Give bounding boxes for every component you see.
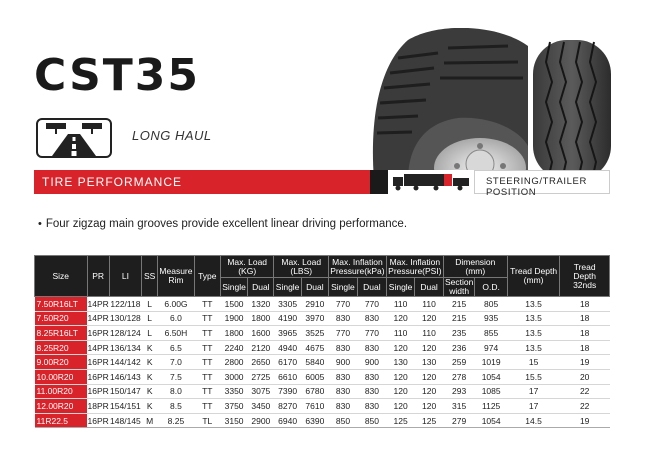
cell-kg-dual: 1600	[248, 326, 274, 341]
model-title: CST35	[34, 50, 201, 101]
cell-od: 1125	[475, 399, 507, 414]
col-rim: Measure Rim	[158, 256, 194, 297]
col-kpa-dual: Dual	[357, 278, 386, 297]
cell-size: 12.00R20	[35, 399, 88, 414]
cell-li: 128/124	[109, 326, 141, 341]
col-kg-single: Single	[220, 278, 247, 297]
cell-kg-single: 1900	[220, 311, 247, 326]
cell-kg-dual: 2650	[248, 355, 274, 370]
table-row	[35, 340, 610, 355]
cell-pr: 18PR	[87, 399, 109, 414]
cell-rim: 8.25	[158, 413, 194, 428]
cell-psi-single: 110	[386, 297, 414, 312]
cell-psi-dual: 120	[415, 384, 443, 399]
cell-tread-mm: 13.5	[507, 311, 560, 326]
road-icon	[36, 118, 112, 158]
col-tread-32: Tread Depth 32nds	[560, 256, 610, 297]
cell-width: 315	[443, 399, 475, 414]
cell-li: 136/134	[109, 340, 141, 355]
cell-kg-single: 1500	[220, 297, 247, 312]
cell-kpa-single: 830	[329, 311, 358, 326]
cell-width: 259	[443, 355, 475, 370]
cell-width: 293	[443, 384, 475, 399]
cell-lbs-dual: 6390	[301, 413, 328, 428]
cell-rim: 6.00G	[158, 297, 194, 312]
cell-kpa-single: 770	[329, 326, 358, 341]
cell-size: 9.00R20	[35, 355, 88, 370]
cell-rim: 6.50H	[158, 326, 194, 341]
cell-kpa-dual: 830	[357, 369, 386, 384]
cell-kpa-single: 850	[329, 413, 358, 428]
cell-rim: 6.0	[158, 311, 194, 326]
cell-size: 11R22.5	[35, 413, 88, 428]
cell-type: TT	[194, 384, 220, 399]
cell-kpa-dual: 900	[357, 355, 386, 370]
cell-pr: 16PR	[87, 369, 109, 384]
cell-kpa-single: 830	[329, 369, 358, 384]
cell-ss: M	[142, 413, 158, 428]
col-kpa-single: Single	[329, 278, 358, 297]
cell-lbs-single: 6940	[274, 413, 301, 428]
cell-width: 215	[443, 311, 475, 326]
table-header	[35, 256, 610, 297]
cell-tread-mm: 15.5	[507, 369, 560, 384]
cell-lbs-dual: 4675	[301, 340, 328, 355]
cell-type: TT	[194, 399, 220, 414]
cell-kg-dual: 2900	[248, 413, 274, 428]
cell-type: TT	[194, 326, 220, 341]
cell-tread-mm: 14.5	[507, 413, 560, 428]
cell-kpa-dual: 850	[357, 413, 386, 428]
cell-size: 8.25R16LT	[35, 326, 88, 341]
cell-lbs-dual: 3970	[301, 311, 328, 326]
cell-tread-mm: 15	[507, 355, 560, 370]
spec-table	[34, 255, 610, 428]
cell-rim: 6.5	[158, 340, 194, 355]
position-label: STEERING/TRAILER POSITION	[486, 176, 587, 198]
cell-li: 150/147	[109, 384, 141, 399]
cell-kpa-single: 830	[329, 384, 358, 399]
col-load-lbs: Max. Load (LBS)	[274, 256, 329, 278]
cell-tread-32: 18	[560, 340, 610, 355]
table-row	[35, 369, 610, 384]
table-row	[35, 311, 610, 326]
cell-psi-single: 120	[386, 399, 414, 414]
cell-width: 279	[443, 413, 475, 428]
table-row	[35, 413, 610, 428]
cell-type: TT	[194, 355, 220, 370]
cell-kg-dual: 2120	[248, 340, 274, 355]
cell-rim: 7.5	[158, 369, 194, 384]
col-pr: PR	[87, 256, 109, 297]
cell-pr: 16PR	[87, 413, 109, 428]
col-od: O.D.	[475, 278, 507, 297]
cell-li: 122/118	[109, 297, 141, 312]
cell-tread-mm: 13.5	[507, 297, 560, 312]
cell-tread-32: 20	[560, 369, 610, 384]
cell-type: TL	[194, 413, 220, 428]
cell-od: 974	[475, 340, 507, 355]
cell-pr: 16PR	[87, 384, 109, 399]
cell-od: 855	[475, 326, 507, 341]
cell-kg-single: 2240	[220, 340, 247, 355]
cell-size: 11.00R20	[35, 384, 88, 399]
cell-type: TT	[194, 297, 220, 312]
cell-rim: 8.0	[158, 384, 194, 399]
col-section-width: Section width	[444, 277, 474, 296]
cell-kg-dual: 1320	[248, 297, 274, 312]
cell-kpa-single: 830	[329, 340, 358, 355]
cell-psi-single: 120	[386, 311, 414, 326]
cell-ss: K	[142, 399, 158, 414]
cell-tread-32: 22	[560, 384, 610, 399]
performance-title: TIRE PERFORMANCE	[42, 175, 183, 189]
cell-psi-single: 125	[386, 413, 414, 428]
cell-psi-single: 120	[386, 340, 414, 355]
cell-kg-dual: 3075	[248, 384, 274, 399]
cell-size: 7.50R16LT	[35, 297, 88, 312]
cell-ss: L	[142, 326, 158, 341]
cell-lbs-dual: 7610	[301, 399, 328, 414]
cell-ss: L	[142, 311, 158, 326]
cell-lbs-dual: 6780	[301, 384, 328, 399]
cell-lbs-dual: 5840	[301, 355, 328, 370]
cell-type: TT	[194, 311, 220, 326]
cell-psi-single: 120	[386, 369, 414, 384]
cell-lbs-single: 3305	[274, 297, 301, 312]
cell-kpa-dual: 830	[357, 384, 386, 399]
cell-kpa-dual: 770	[357, 297, 386, 312]
cell-li: 144/142	[109, 355, 141, 370]
col-type: Type	[194, 256, 220, 297]
cell-kg-dual: 2725	[248, 369, 274, 384]
table-row	[35, 297, 610, 312]
cell-size: 10.00R20	[35, 369, 88, 384]
cell-rim: 8.5	[158, 399, 194, 414]
cell-lbs-single: 6170	[274, 355, 301, 370]
col-tread-mm: Tread Depth (mm)	[507, 256, 560, 297]
cell-pr: 16PR	[87, 355, 109, 370]
cell-od: 1085	[475, 384, 507, 399]
cell-lbs-single: 8270	[274, 399, 301, 414]
cell-size: 8.25R20	[35, 340, 88, 355]
cell-ss: K	[142, 369, 158, 384]
feature-description: Four zigzag main grooves provide excellent linear driving performance.	[45, 218, 408, 230]
cell-width: 278	[443, 369, 475, 384]
col-pressure-kpa: Max. Inflation Pressure(kPa)	[330, 256, 385, 276]
col-size: Size	[35, 256, 88, 297]
col-lbs-dual: Dual	[301, 278, 328, 297]
cell-lbs-single: 7390	[274, 384, 301, 399]
cell-psi-dual: 130	[415, 355, 443, 370]
cell-width: 236	[443, 340, 475, 355]
cell-size: 7.50R20	[35, 311, 88, 326]
col-psi-dual: Dual	[415, 278, 443, 297]
cell-kpa-dual: 830	[357, 399, 386, 414]
cell-psi-single: 110	[386, 326, 414, 341]
cell-od: 1054	[475, 413, 507, 428]
cell-lbs-dual: 3525	[301, 326, 328, 341]
col-pressure-psi: Max. Inflation Pressure(PSI)	[388, 256, 442, 276]
cell-od: 1054	[475, 369, 507, 384]
cell-lbs-single: 3965	[274, 326, 301, 341]
cell-type: TT	[194, 369, 220, 384]
table-row	[35, 355, 610, 370]
col-load-kg: Max. Load (KG)	[220, 256, 274, 278]
cell-li: 148/145	[109, 413, 141, 428]
cell-kg-single: 3000	[220, 369, 247, 384]
cell-psi-dual: 120	[415, 340, 443, 355]
cell-type: TT	[194, 340, 220, 355]
truck-icon	[388, 170, 474, 194]
cell-psi-single: 130	[386, 355, 414, 370]
bullet-icon: •	[38, 218, 42, 230]
cell-lbs-dual: 2910	[301, 297, 328, 312]
cell-kpa-single: 900	[329, 355, 358, 370]
cell-tread-32: 22	[560, 399, 610, 414]
cell-ss: L	[142, 297, 158, 312]
feature-text	[38, 218, 407, 230]
cell-li: 130/128	[109, 311, 141, 326]
col-dimension: Dimension (mm)	[443, 256, 507, 278]
cell-pr: 14PR	[87, 311, 109, 326]
cell-psi-dual: 110	[415, 297, 443, 312]
col-lbs-single: Single	[274, 278, 301, 297]
cell-ss: K	[142, 355, 158, 370]
cell-width: 235	[443, 326, 475, 341]
cell-psi-dual: 125	[415, 413, 443, 428]
cell-tread-32: 18	[560, 297, 610, 312]
cell-tread-mm: 13.5	[507, 340, 560, 355]
cell-psi-dual: 120	[415, 369, 443, 384]
cell-tread-32: 19	[560, 413, 610, 428]
cell-kg-single: 3150	[220, 413, 247, 428]
cell-pr: 16PR	[87, 326, 109, 341]
cell-lbs-single: 4940	[274, 340, 301, 355]
col-li: LI	[109, 256, 141, 297]
cell-od: 1019	[475, 355, 507, 370]
cell-tread-32: 18	[560, 311, 610, 326]
cell-lbs-dual: 6005	[301, 369, 328, 384]
cell-lbs-single: 6610	[274, 369, 301, 384]
cell-kg-single: 3750	[220, 399, 247, 414]
cell-width: 215	[443, 297, 475, 312]
cell-rim: 7.0	[158, 355, 194, 370]
cell-psi-dual: 120	[415, 311, 443, 326]
cell-kg-single: 1800	[220, 326, 247, 341]
cell-ss: K	[142, 340, 158, 355]
cell-psi-dual: 110	[415, 326, 443, 341]
cell-kg-single: 2800	[220, 355, 247, 370]
table-row	[35, 326, 610, 341]
table-row	[35, 384, 610, 399]
cell-kpa-dual: 830	[357, 340, 386, 355]
cell-tread-32: 19	[560, 355, 610, 370]
col-psi-single: Single	[386, 278, 414, 297]
cell-kg-single: 3350	[220, 384, 247, 399]
cell-tread-mm: 17	[507, 384, 560, 399]
cell-tread-32: 18	[560, 326, 610, 341]
cell-tread-mm: 17	[507, 399, 560, 414]
tire-image	[368, 28, 613, 180]
usage-label: LONG HAUL	[132, 128, 212, 143]
cell-kpa-single: 830	[329, 399, 358, 414]
cell-kg-dual: 1800	[248, 311, 274, 326]
cell-li: 146/143	[109, 369, 141, 384]
cell-ss: K	[142, 384, 158, 399]
table-body	[35, 297, 610, 428]
cell-kpa-dual: 770	[357, 326, 386, 341]
col-kg-dual: Dual	[248, 278, 274, 297]
col-ss: SS	[142, 256, 158, 297]
cell-kpa-single: 770	[329, 297, 358, 312]
cell-pr: 14PR	[87, 340, 109, 355]
cell-od: 935	[475, 311, 507, 326]
table-row	[35, 399, 610, 414]
cell-psi-single: 120	[386, 384, 414, 399]
cell-pr: 14PR	[87, 297, 109, 312]
cell-tread-mm: 13.5	[507, 326, 560, 341]
cell-lbs-single: 4190	[274, 311, 301, 326]
performance-bar	[34, 170, 610, 198]
cell-kpa-dual: 830	[357, 311, 386, 326]
cell-psi-dual: 120	[415, 399, 443, 414]
cell-od: 805	[475, 297, 507, 312]
cell-kg-dual: 3450	[248, 399, 274, 414]
cell-li: 154/151	[109, 399, 141, 414]
